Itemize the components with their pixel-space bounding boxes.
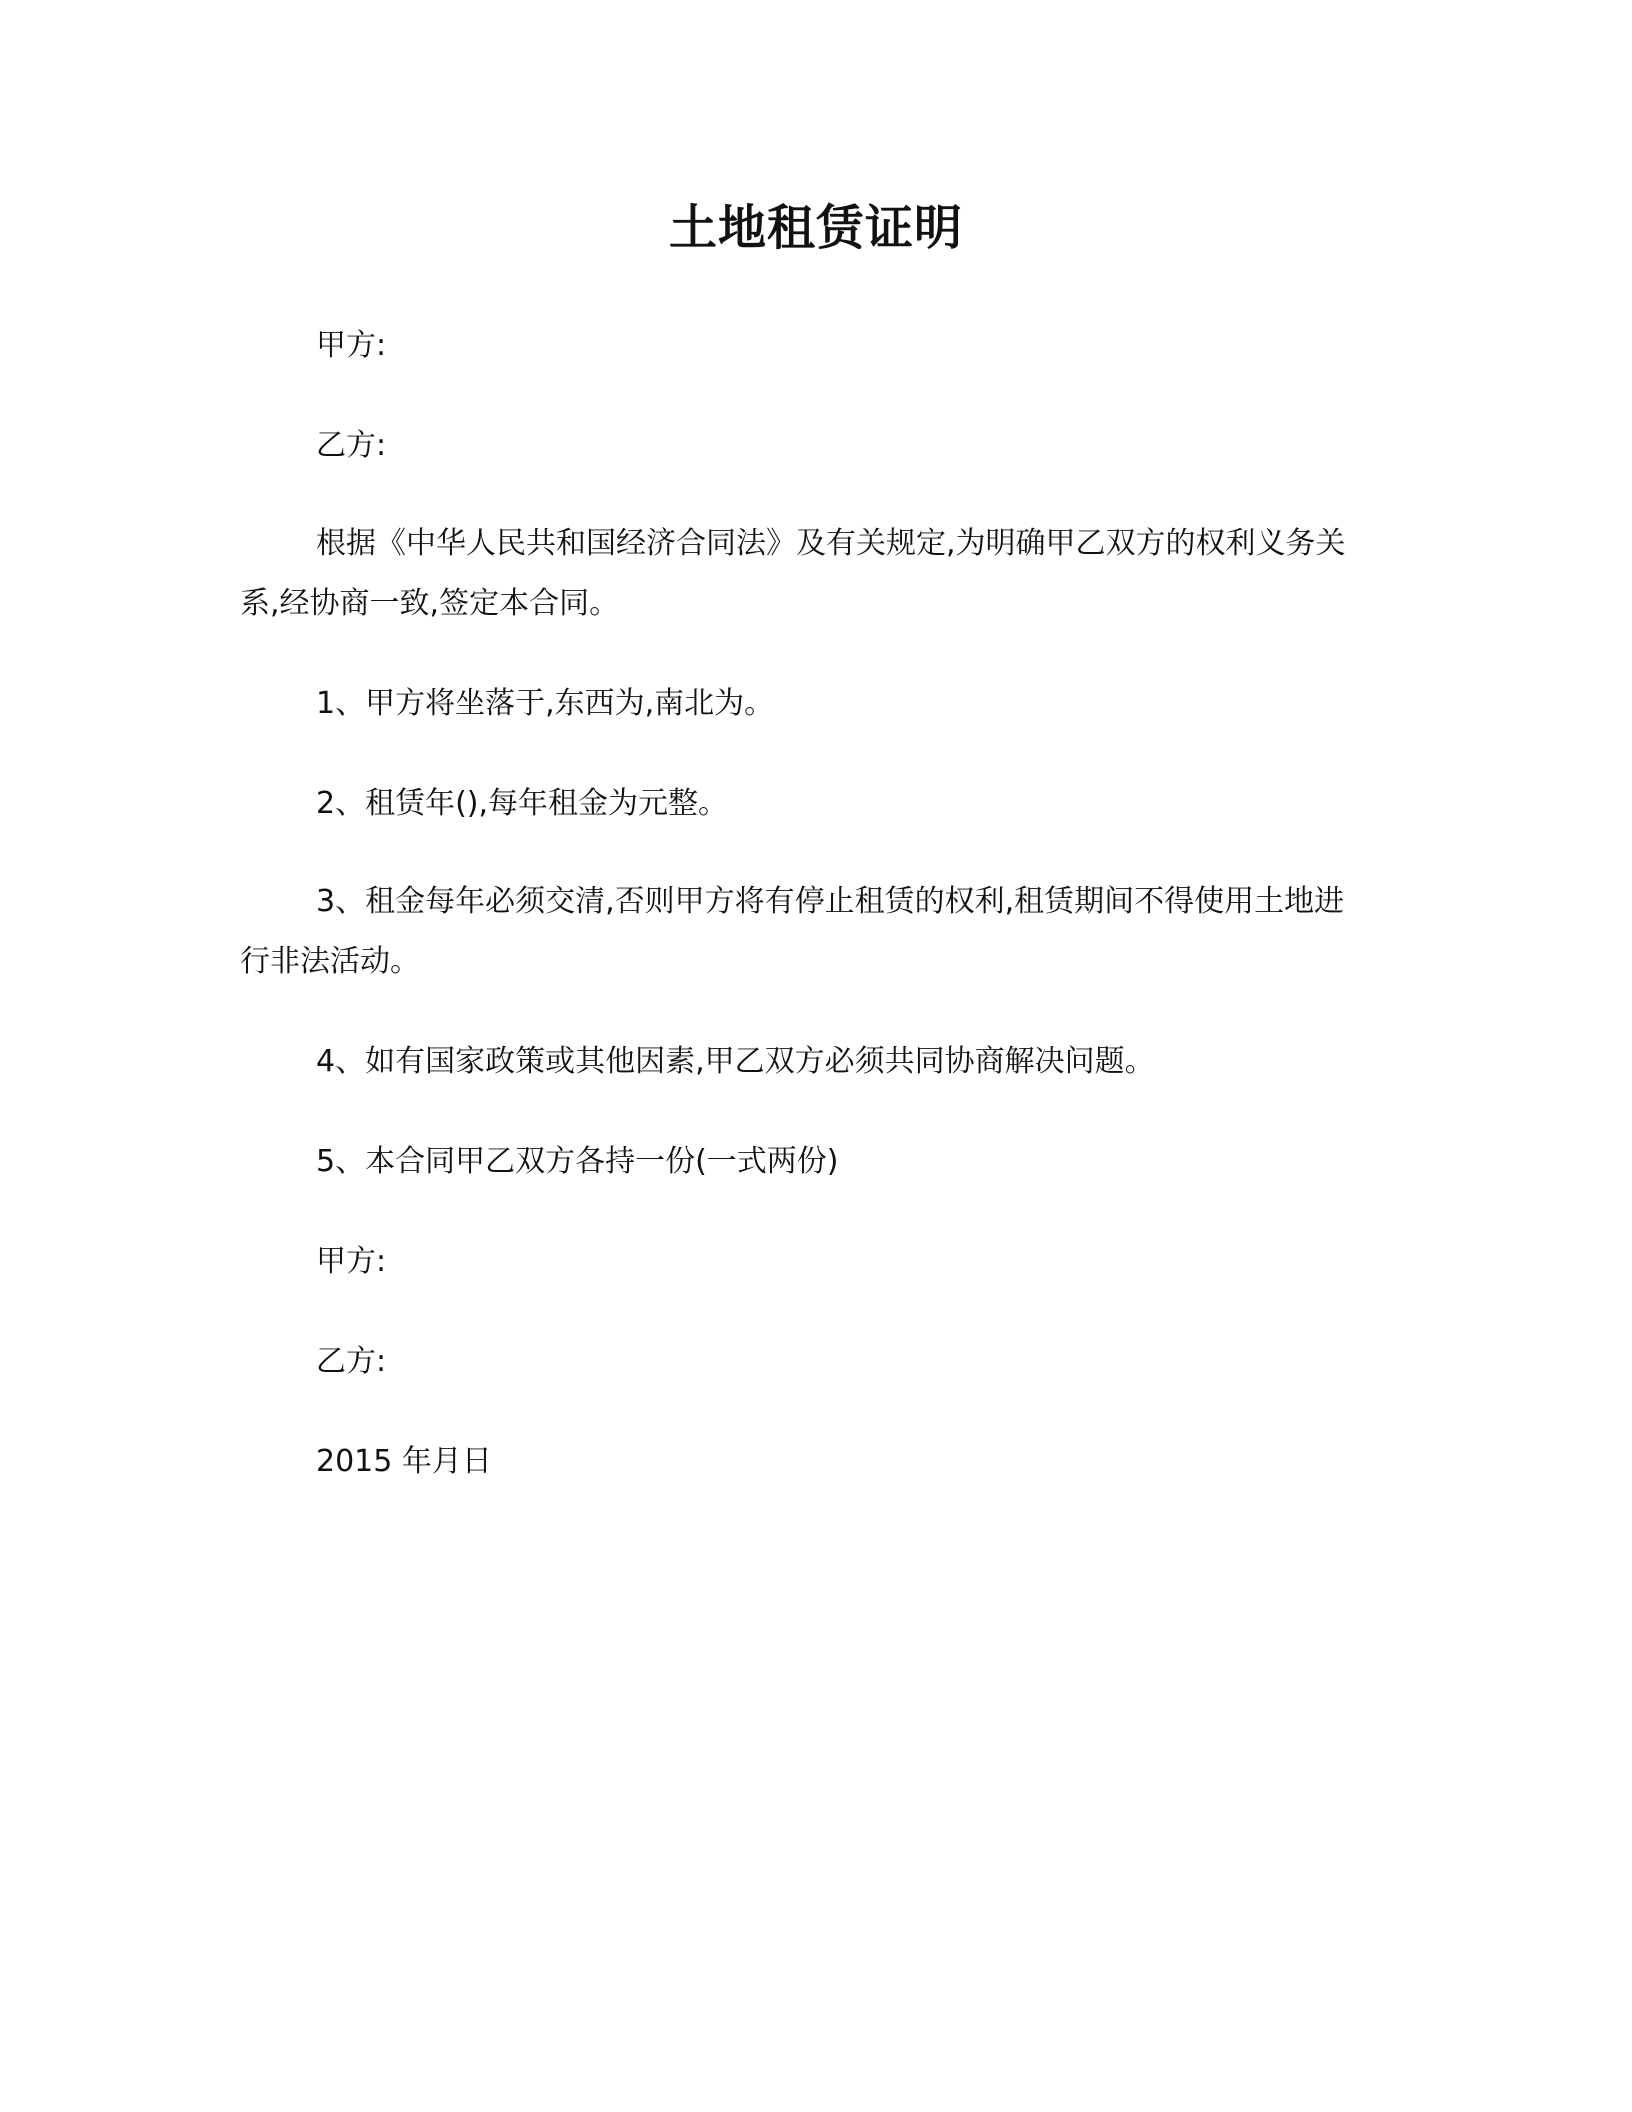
document-date: 2015 年月日 [316, 1444, 492, 1479]
clause-2: 2、租赁年(),每年租金为元整。 [316, 786, 729, 821]
clause-4: 4、如有国家政策或其他因素,甲乙双方必须共同协商解决问题。 [316, 1044, 1155, 1079]
clause-1: 1、甲方将坐落于,东西为,南北为。 [316, 686, 775, 721]
signature-party-a: 甲方: [316, 1244, 387, 1279]
clause-5: 5、本合同甲乙双方各持一份(一式两份) [316, 1144, 839, 1179]
party-a-line: 甲方: [316, 328, 387, 363]
party-b-line: 乙方: [316, 428, 387, 463]
document-title: 土地租赁证明 [668, 200, 963, 256]
preamble-paragraph: 根据《中华人民共和国经济合同法》及有关规定,为明确甲乙双方的权利义务关系,经协商一致,签定本合同。 [240, 526, 1346, 621]
clause-3: 3、租金每年必须交清,否则甲方将有停止租赁的权利,租赁期间不得使用土地进行非法活动。 [240, 884, 1345, 979]
signature-party-b: 乙方: [316, 1344, 387, 1379]
